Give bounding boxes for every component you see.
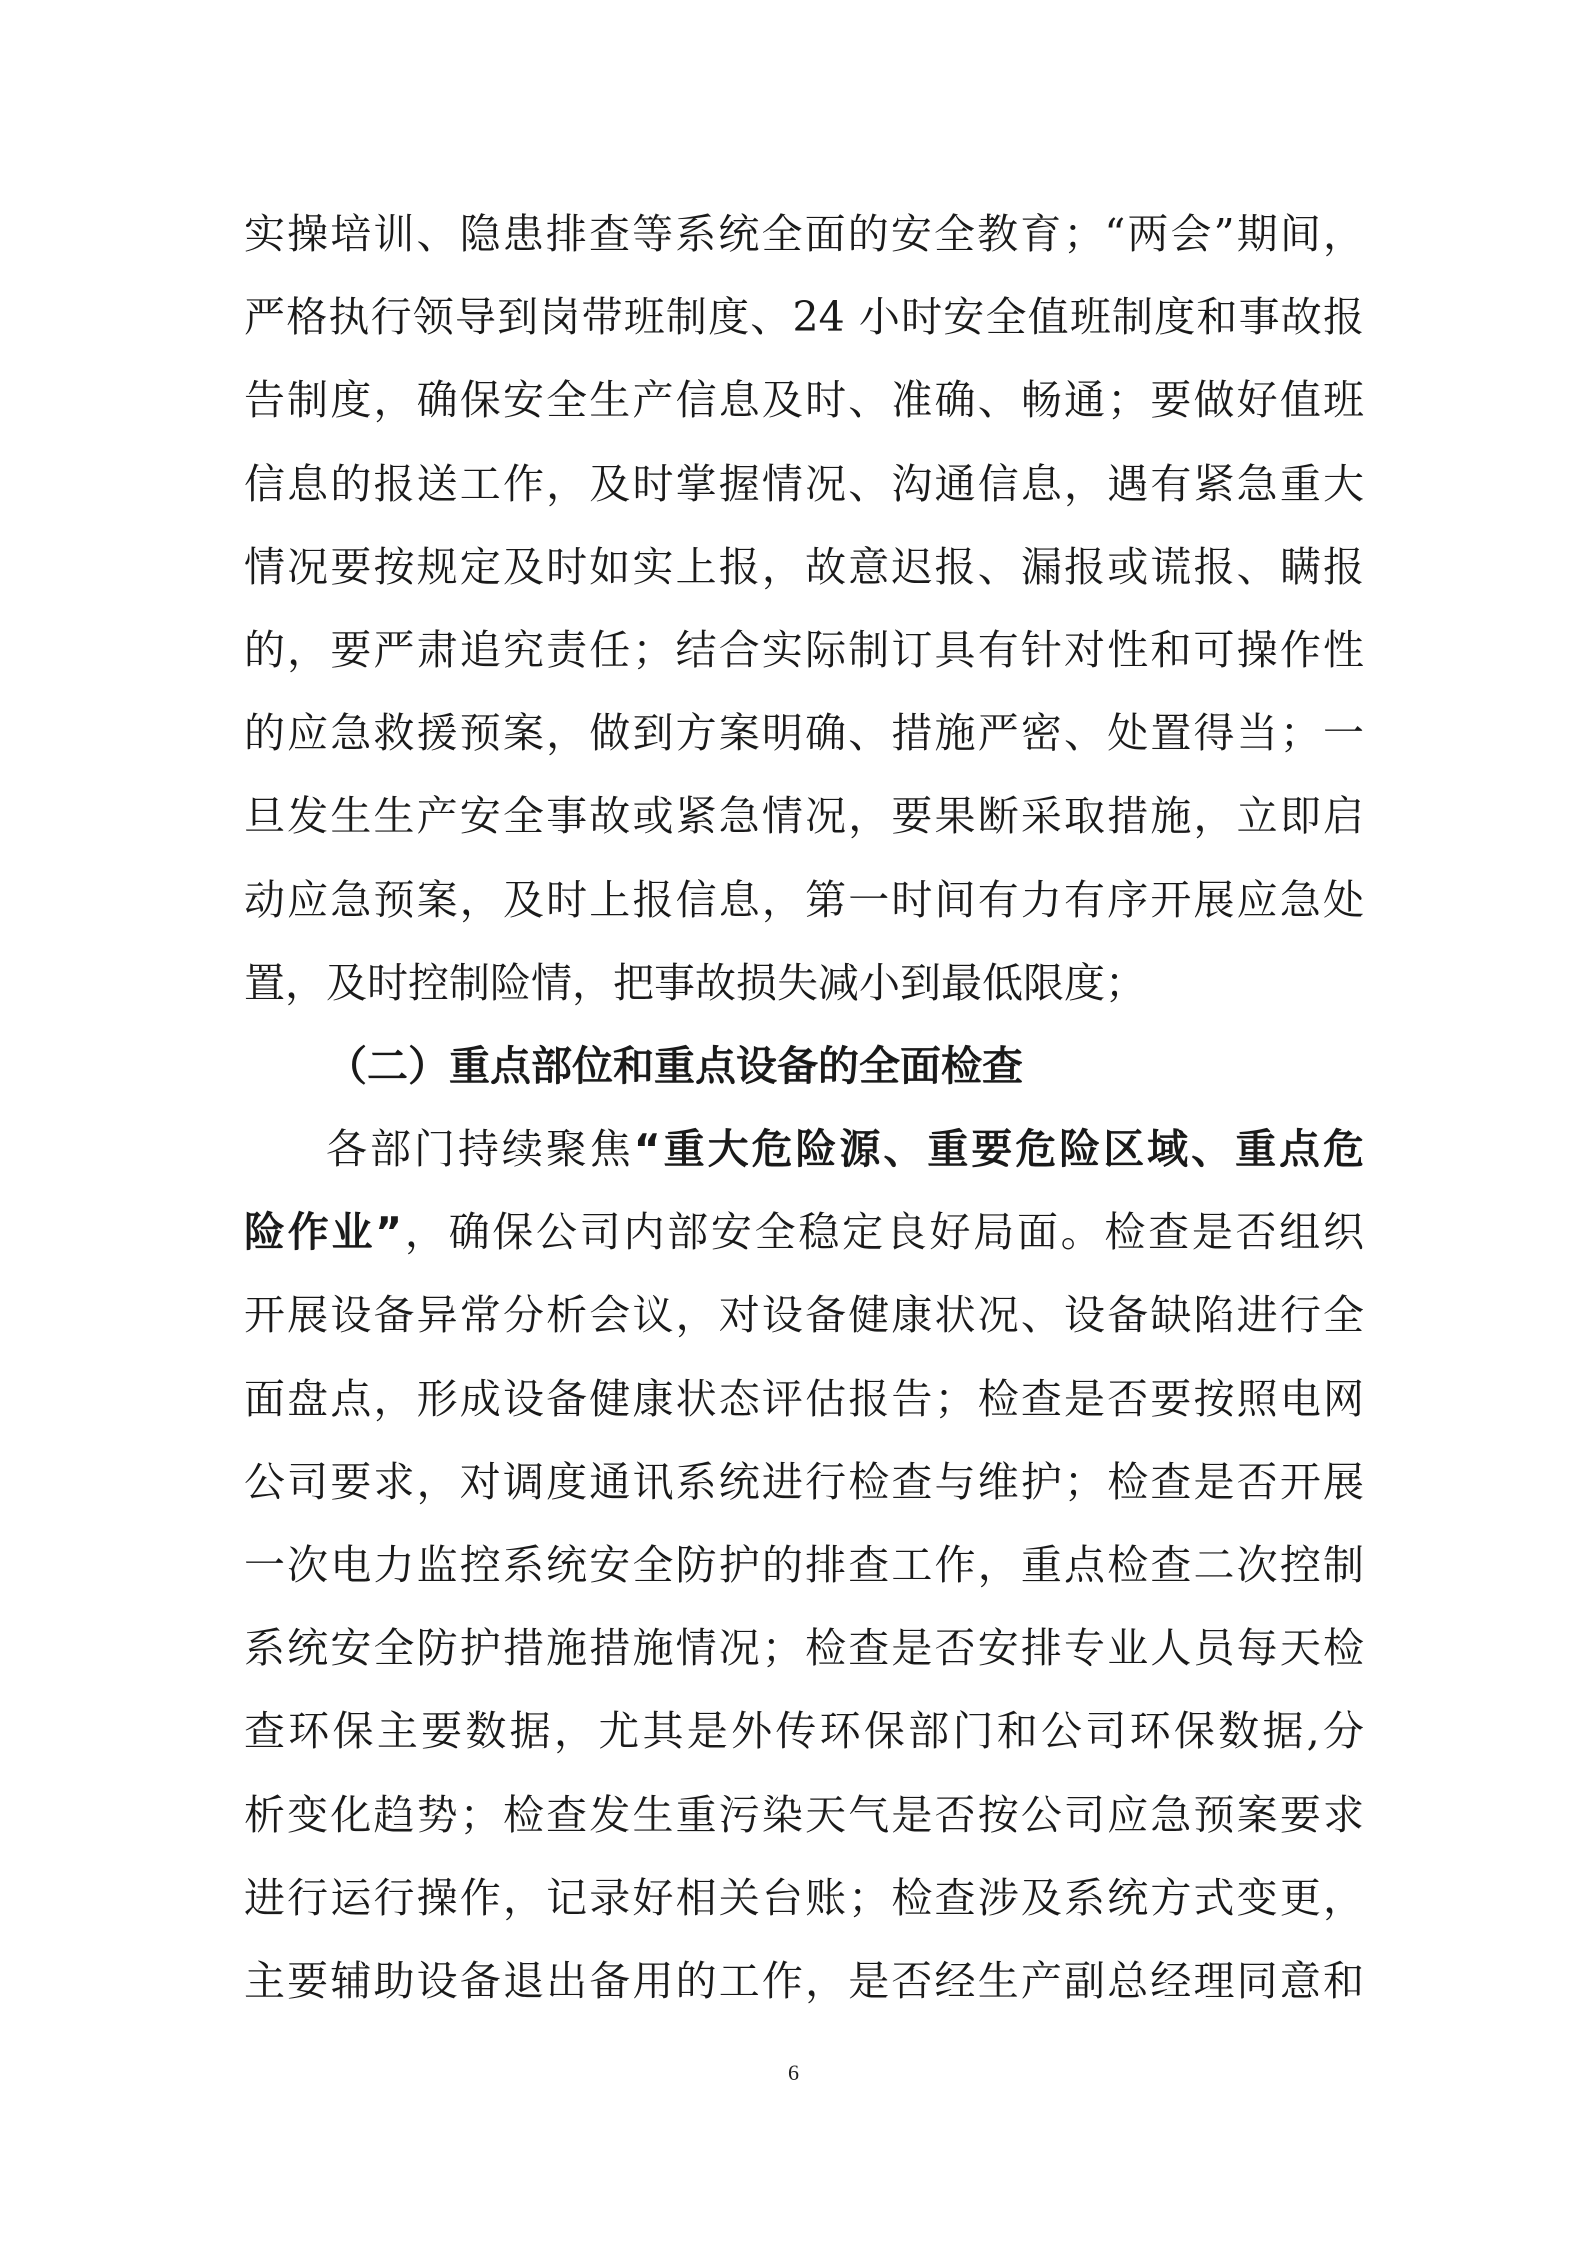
text-line: 的应急救援预案，做到方案明确、措施严密、处置得当；一 [244,709,1364,758]
text-line: 公司要求，对调度通讯系统进行检查与维护；检查是否开展 [244,1457,1364,1506]
text-line: 开展设备异常分析会议，对设备健康状况、设备缺陷进行全 [244,1291,1364,1340]
text-line: 进行运行操作，记录好相关台账；检查涉及系统方式变更， [244,1873,1364,1922]
text-line [244,1191,1364,1274]
text-line: 动应急预案，及时上报信息，第一时间有力有序开展应急处 [244,875,1364,924]
text-line: 查环保主要数据，尤其是外传环保部门和公司环保数据,分 [244,1707,1364,1756]
text-line: 析变化趋势；检查发生重污染天气是否按公司应急预案要求 [244,1790,1364,1839]
text-line: 面盘点，形成设备健康状态评估报告；检查是否要按照电网 [244,1374,1364,1423]
text-line: 实操培训、隐患排查等系统全面的安全教育；“两会”期间， [244,210,1364,258]
paragraph-lead-text: 各部门持续聚焦 [326,1125,634,1174]
text-line: 旦发生生产安全事故或紧急情况，要果断采取措施，立即启 [244,792,1364,841]
page-number: 6 [788,2060,799,2085]
section-heading: （二）重点部位和重点设备的全面检查 [326,1041,1023,1090]
paragraph-text: ，确保公司内部安全稳定良好局面。检查是否组织 [402,1208,1365,1257]
text-line [244,1108,1364,1191]
document-body [244,193,1364,2023]
text-line: 严格执行领导到岗带班制度、24 小时安全值班制度和事故报 [244,293,1364,342]
text-line: 系统安全防护措施措施情况；检查是否安排专业人员每天检 [244,1624,1364,1673]
text-line: 一次电力监控系统安全防护的排查工作，重点检查二次控制 [244,1541,1364,1589]
text-line: 信息的报送工作，及时掌握情况、沟通信息，遇有紧急重大 [244,459,1364,508]
emphasis-text: 险作业” [244,1208,403,1257]
text-line: 告制度，确保安全生产信息及时、准确、畅通；要做好值班 [244,376,1364,425]
text-line: 情况要按规定及时如实上报，故意迟报、漏报或谎报、瞒报 [244,542,1364,591]
emphasis-text: “重大危险源、重要危险区域、重点危 [633,1125,1365,1174]
text-line: 主要辅助设备退出备用的工作，是否经生产副总经理同意和 [244,1956,1364,2005]
text-line: 的，要严肃追究责任；结合实际制订具有针对性和可操作性 [244,625,1364,674]
text-line: 置，及时控制险情，把事故损失减小到最低限度； [244,958,1146,1007]
